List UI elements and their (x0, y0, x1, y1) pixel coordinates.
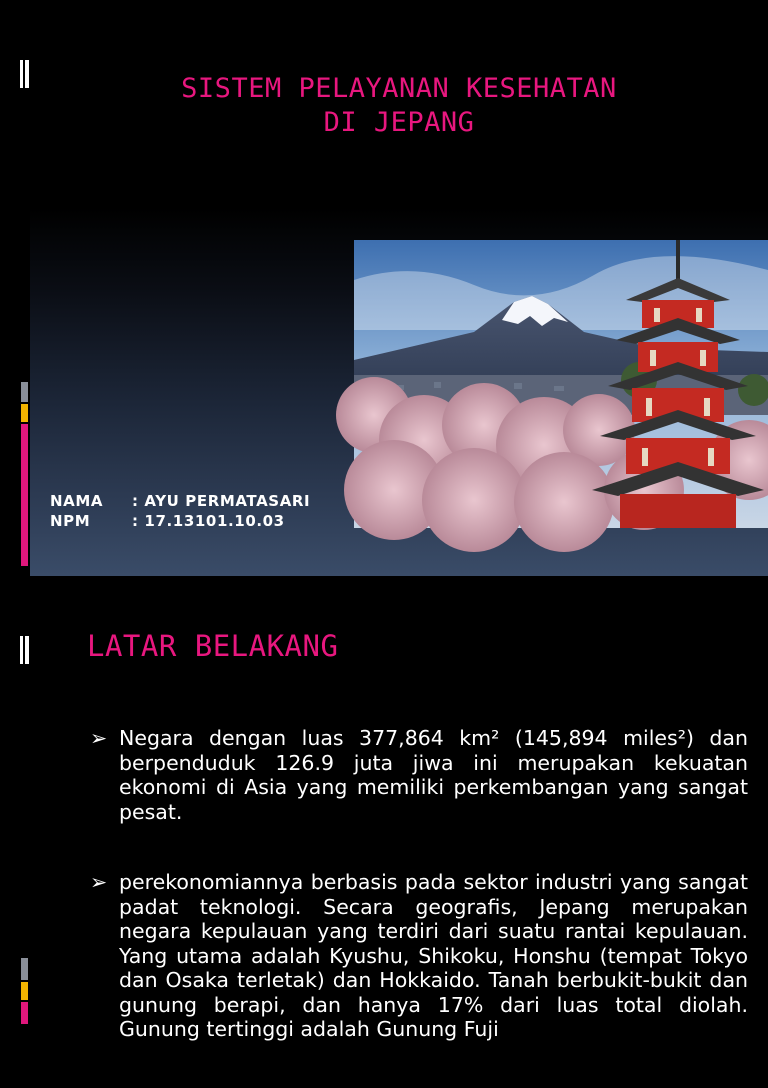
accent-bar-magenta-2 (21, 1002, 28, 1024)
presenter-info (50, 491, 310, 531)
slide-title-line-1: SISTEM PELAYANAN KESEHATAN (181, 73, 617, 104)
slide-heading: LATAR BELAKANG (87, 629, 339, 663)
bullet-text: Negara dengan luas 377,864 km² (145,894 miles²) dan berpenduduk 126.9 juta jiwa ini merupakan kekuatan ekonomi di Asia yang memiliki perkembangan yang sangat pesat. (119, 726, 748, 824)
bullet-list (90, 726, 748, 1088)
npm-label: NPM (50, 512, 91, 530)
name-row (50, 491, 310, 511)
arrow-bullet-icon: ➢ (90, 726, 108, 750)
background-slide (30, 576, 768, 1041)
slide2-corner-mark (20, 636, 29, 664)
slide-title-line-2: DI JEPANG (323, 107, 475, 138)
npm-value: : 17.13101.10.03 (132, 512, 285, 530)
mount-fuji-pagoda-photo (354, 240, 768, 528)
bullet-item (90, 726, 748, 824)
arrow-bullet-icon: ➢ (90, 870, 108, 894)
npm-row (50, 511, 310, 531)
accent-bar-gray-2 (21, 958, 28, 980)
bullet-text: perekonomiannya berbasis pada sektor industri yang sangat padat teknologi. Secara geografis, Jepang merupakan negara kepulauan yang terdiri dari suatu rantai kepulauan. Yang utama adalah Kyushu, Shikoku, Honshu (tempat Tokyo dan Osaka terletak) dan Hokkaido. Tanah berbukit-bukit dan gunung berapi, dan hanya 17% dari luas total diolah. Gunung tertinggi adalah Gunung Fuji (119, 870, 748, 1041)
accent-bar-yellow (21, 404, 28, 422)
name-label: NAMA (50, 492, 104, 510)
slide1-corner-mark (20, 60, 29, 88)
accent-bar-yellow-2 (21, 982, 28, 1000)
title-slide (30, 0, 768, 576)
name-value: : AYU PERMATASARI (132, 492, 311, 510)
bullet-item (90, 870, 748, 1042)
accent-bar-gray (21, 382, 28, 402)
accent-bar-magenta (21, 424, 28, 566)
slide-title (30, 72, 768, 140)
